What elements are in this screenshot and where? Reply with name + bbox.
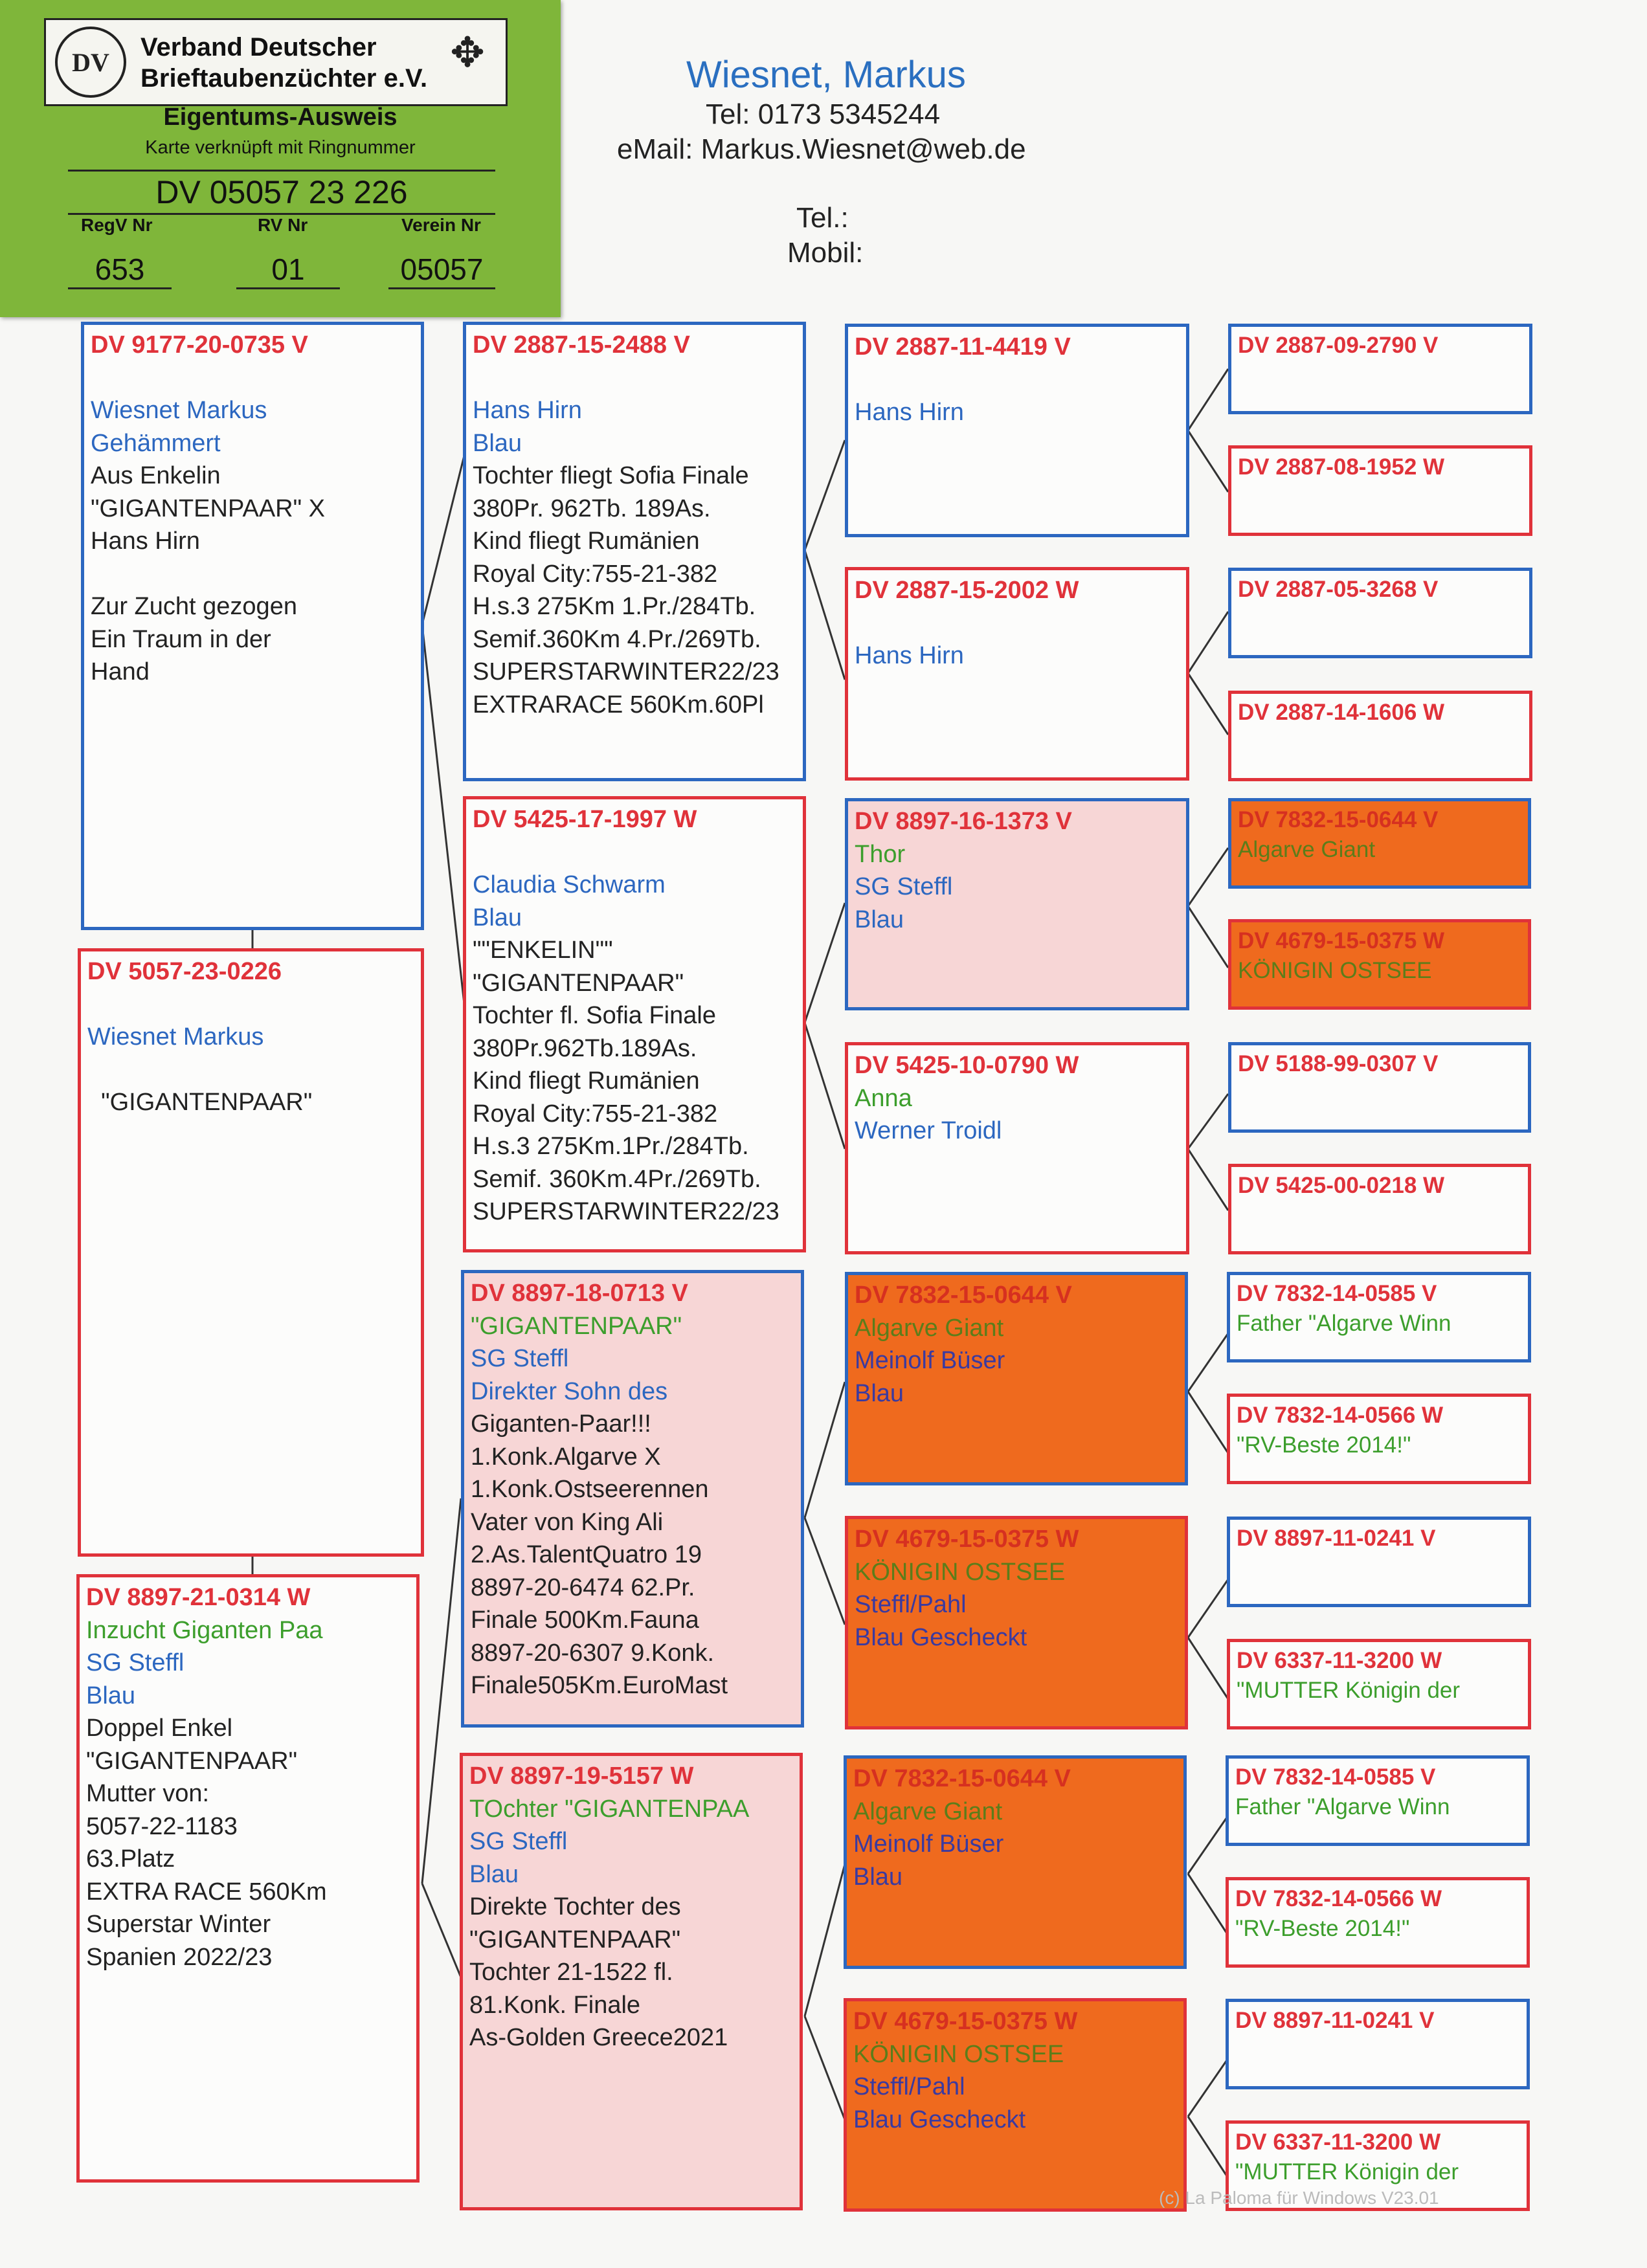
pedigree-line: 63.Platz — [86, 1845, 175, 1873]
pedigree-line: "MUTTER Königin der — [1237, 1678, 1461, 1703]
pedigree-box-gen4-8 — [1228, 1164, 1531, 1254]
ring-number: DV 6337-11-3200 W — [1235, 2129, 1441, 2155]
pedigree-box-gen4-6 — [1228, 919, 1531, 1010]
pedigree-line: 380Pr. 962Tb. 189As. — [473, 495, 711, 522]
software-footer: (c) La Paloma für Windows V23.01 — [1159, 2188, 1439, 2208]
ring-number: DV 2887-11-4419 V — [855, 333, 1071, 361]
pedigree-line: SUPERSTARWINTER22/23 — [473, 1198, 779, 1225]
tel-label: Tel.: — [796, 202, 849, 234]
pedigree-box-gen3-8 — [844, 1998, 1187, 2212]
pedigree-box-granddam-maternal — [460, 1753, 803, 2210]
pedigree-line: 5057-22-1183 — [86, 1812, 238, 1840]
ring-number: DV 8897-11-0241 V — [1237, 1526, 1436, 1551]
pedigree-box-gen4-12 — [1227, 1639, 1531, 1729]
pedigree-line: Hans Hirn — [855, 399, 964, 426]
pedigree-line: "GIGANTENPAAR" — [469, 1926, 681, 1953]
pedigree-line: Vater von King Ali — [471, 1508, 664, 1536]
pedigree-line — [473, 362, 796, 395]
pedigree-line — [87, 1054, 414, 1087]
pedigree-box-gen4-11 — [1227, 1517, 1531, 1607]
pedigree-line: Kind fliegt Rumänien — [473, 528, 700, 555]
pedigree-line: "GIGANTENPAAR" X — [91, 495, 326, 522]
pedigree-line: Ein Traum in der — [91, 625, 271, 653]
pedigree-line: Algarve Giant — [1238, 837, 1376, 862]
pedigree-line — [91, 558, 414, 591]
pedigree-box-gen4-4 — [1228, 691, 1532, 781]
pedigree-line — [87, 988, 414, 1021]
pedigree-line: Werner Troidl — [855, 1117, 1002, 1144]
pedigree-box-gen4-3 — [1228, 568, 1532, 658]
pedigree-line: KÖNIGIN OSTSEE — [853, 2040, 1064, 2068]
pedigree-line: "GIGANTENPAAR" — [86, 1747, 298, 1775]
ring-number: DV 5057-23-0226 — [87, 958, 282, 985]
pedigree-box-grandsire-paternal — [463, 322, 806, 781]
pedigree-line: Wiesnet Markus — [91, 397, 267, 424]
ring-number: DV 2887-15-2002 W — [855, 577, 1079, 604]
rv-label: RV Nr — [258, 215, 308, 235]
regv-label: RegV Nr — [81, 215, 153, 235]
ring-number: DV 8897-16-1373 V — [855, 808, 1072, 835]
card-ring-number: DV 05057 23 226 — [68, 170, 495, 215]
card-title: Eigentums-Ausweis — [163, 104, 398, 131]
pedigree-line: EXTRARACE 560Km.60Pl — [473, 691, 764, 718]
mobil-label: Mobil: — [787, 237, 864, 269]
pedigree-box-dam — [76, 1574, 420, 2183]
ring-number: DV 5425-00-0218 W — [1238, 1173, 1445, 1198]
pedigree-line: H.s.3 275Km.1Pr./284Tb. — [473, 1133, 749, 1160]
pedigree-line — [855, 607, 1180, 640]
pedigree-line: Blau — [853, 1863, 903, 1891]
pedigree-line: SG Steffl — [86, 1649, 185, 1676]
pedigree-line: Direkte Tochter des — [469, 1893, 681, 1920]
pedigree-line: Steffl/Pahl — [855, 1591, 967, 1618]
pedigree-box-gen3-6 — [845, 1516, 1188, 1729]
ring-number: DV 7832-14-0566 W — [1235, 1886, 1442, 1911]
pedigree-box-granddam-paternal — [463, 796, 806, 1252]
pedigree-line: 380Pr.962Tb.189As. — [473, 1034, 697, 1062]
pedigree-box-gen3-4 — [845, 1042, 1189, 1254]
ring-number: DV 8897-19-5157 W — [469, 1762, 694, 1790]
pedigree-box-gen4-15 — [1226, 1999, 1530, 2089]
ring-number: DV 7832-14-0585 V — [1237, 1281, 1437, 1306]
ring-number: DV 2887-09-2790 V — [1238, 333, 1439, 358]
ring-number: DV 7832-15-0644 V — [1238, 807, 1439, 832]
pedigree-line: 81.Konk. Finale — [469, 1991, 641, 2019]
ring-number: DV 4679-15-0375 W — [853, 2008, 1078, 2035]
pedigree-box-gen4-2 — [1228, 445, 1532, 536]
pedigree-line: Hans Hirn — [91, 528, 200, 555]
pedigree-line: Anna — [855, 1084, 912, 1112]
pedigree-line: "RV-Beste 2014!" — [1235, 1916, 1410, 1941]
pedigree-line: Semif. 360Km.4Pr./269Tb. — [473, 1165, 761, 1193]
pedigree-line: "MUTTER Königin der — [1235, 2159, 1459, 2185]
pedigree-line: KÖNIGIN OSTSEE — [855, 1558, 1066, 1586]
pedigree-line: Royal City:755-21-382 — [473, 560, 718, 588]
pedigree-line: 1.Konk.Algarve X — [471, 1443, 661, 1471]
pedigree-box-gen4-7 — [1228, 1042, 1531, 1133]
pedigree-line: SG Steffl — [855, 873, 953, 900]
ring-number: DV 8897-21-0314 W — [86, 1584, 311, 1611]
pedigree-box-grandsire-maternal — [461, 1270, 804, 1728]
pedigree-line: Gehämmert — [91, 429, 221, 457]
pigeon-emblem-icon: ✥ — [450, 29, 485, 76]
logo-text: DV — [72, 47, 109, 77]
pedigree-line: SG Steffl — [471, 1345, 569, 1372]
pedigree-line: TOchter "GIGANTENPAA — [469, 1795, 750, 1823]
pedigree-line: SG Steffl — [469, 1828, 568, 1855]
pedigree-line: Father "Algarve Winn — [1235, 1794, 1450, 1819]
regv-value: 653 — [68, 251, 172, 289]
ring-number: DV 5188-99-0307 V — [1238, 1051, 1439, 1076]
pedigree-line: Algarve Giant — [855, 1314, 1004, 1342]
pedigree-line: Zur Zucht gezogen — [91, 593, 297, 620]
breeder-email: eMail: Markus.Wiesnet@web.de — [617, 133, 1026, 165]
ring-number: DV 9177-20-0735 V — [91, 331, 308, 359]
pedigree-line: As-Golden Greece2021 — [469, 2024, 728, 2051]
pedigree-line: Kind fliegt Rumänien — [473, 1067, 700, 1095]
pedigree-box-sire — [78, 948, 424, 1557]
ring-number: DV 7832-14-0566 W — [1237, 1403, 1444, 1428]
ring-number: DV 2887-15-2488 V — [473, 331, 690, 359]
pedigree-line: Wiesnet Markus — [87, 1023, 264, 1051]
pedigree-box-subject — [81, 322, 424, 930]
ring-number: DV 7832-14-0585 V — [1235, 1764, 1436, 1790]
pedigree-line: Father "Algarve Winn — [1237, 1311, 1451, 1336]
pedigree-box-gen4-9 — [1227, 1272, 1531, 1362]
ring-number: DV 4679-15-0375 W — [855, 1526, 1079, 1553]
pedigree-line: Tochter 21-1522 fl. — [469, 1959, 673, 1986]
ring-number: DV 2887-08-1952 W — [1238, 454, 1445, 480]
pedigree-box-gen4-5 — [1228, 798, 1531, 889]
pedigree-box-gen3-7 — [844, 1755, 1187, 1969]
pedigree-box-gen4-14 — [1226, 1877, 1530, 1968]
pedigree-line: Aus Enkelin — [91, 462, 221, 489]
ring-number: DV 5425-10-0790 W — [855, 1052, 1079, 1079]
pedigree-line: 2.As.TalentQuatro 19 — [471, 1541, 702, 1568]
pedigree-line: Direkter Sohn des — [471, 1377, 668, 1405]
pedigree-line: Algarve Giant — [853, 1797, 1003, 1825]
pedigree-line: Hans Hirn — [855, 642, 964, 669]
pedigree-line: Tochter fl. Sofia Finale — [473, 1002, 716, 1029]
pedigree-line: Thor — [855, 840, 906, 868]
org-name-line2: Brieftaubenzüchter e.V. — [140, 64, 428, 93]
pedigree-line: 8897-20-6474 62.Pr. — [471, 1573, 695, 1601]
pedigree-line: Royal City:755-21-382 — [473, 1100, 718, 1128]
pedigree-line: Mutter von: — [86, 1780, 210, 1807]
org-name-line1: Verband Deutscher — [140, 33, 377, 61]
verein-value: 05057 — [388, 251, 495, 289]
pedigree-line: Finale505Km.EuroMast — [471, 1672, 728, 1699]
pedigree-line: Meinolf Büser — [853, 1830, 1004, 1858]
pedigree-box-gen4-13 — [1226, 1755, 1530, 1846]
pedigree-line: KÖNIGIN OSTSEE — [1238, 958, 1432, 983]
pedigree-line: "GIGANTENPAAR" — [473, 969, 684, 997]
ring-number: DV 7832-15-0644 V — [855, 1282, 1072, 1309]
pedigree-line: Blau — [86, 1682, 136, 1709]
pedigree-line — [473, 836, 796, 869]
pedigree-box-gen4-10 — [1227, 1394, 1531, 1484]
pedigree-line: 8897-20-6307 9.Konk. — [471, 1639, 715, 1667]
card-subtitle: Karte verknüpft mit Ringnummer — [145, 137, 416, 158]
pedigree-line: Steffl/Pahl — [853, 2073, 965, 2100]
pedigree-line: Blau — [855, 906, 904, 933]
pedigree-line: Doppel Enkel — [86, 1715, 233, 1742]
pedigree-line: Meinolf Büser — [855, 1347, 1005, 1374]
pedigree-line: Blau Gescheckt — [853, 2106, 1026, 2133]
pedigree-line: Claudia Schwarm — [473, 871, 666, 898]
ring-number: DV 6337-11-3200 W — [1237, 1648, 1442, 1673]
pedigree-line: Hans Hirn — [473, 397, 582, 424]
pedigree-line: Semif.360Km 4.Pr./269Tb. — [473, 625, 761, 653]
ring-number: DV 2887-05-3268 V — [1238, 577, 1439, 602]
pedigree-line: "RV-Beste 2014!" — [1237, 1432, 1411, 1458]
pedigree-line: Finale 500Km.Fauna — [471, 1606, 699, 1634]
pedigree-line: EXTRA RACE 560Km — [86, 1878, 327, 1906]
pedigree-box-gen3-1 — [845, 324, 1189, 537]
ring-number: DV 4679-15-0375 W — [1238, 928, 1445, 953]
pedigree-line: Blau — [473, 904, 522, 931]
rv-value: 01 — [236, 251, 340, 289]
pedigree-line: Blau — [855, 1379, 904, 1407]
pedigree-box-gen3-2 — [845, 567, 1189, 781]
ring-number: DV 7832-15-0644 V — [853, 1765, 1071, 1792]
pedigree-line: Spanien 2022/23 — [86, 1943, 273, 1971]
pedigree-line: Superstar Winter — [86, 1911, 271, 1938]
pedigree-line: SUPERSTARWINTER22/23 — [473, 658, 779, 685]
pedigree-line — [855, 364, 1180, 397]
breeder-name: Wiesnet, Markus — [686, 54, 966, 96]
ring-number: DV 2887-14-1606 W — [1238, 700, 1445, 725]
pedigree-line: "GIGANTENPAAR" — [471, 1312, 682, 1340]
pedigree-line — [91, 362, 414, 395]
pedigree-line: Giganten-Paar!!! — [471, 1410, 651, 1438]
pedigree-box-gen3-3 — [845, 798, 1189, 1010]
pedigree-line: Tochter fliegt Sofia Finale — [473, 462, 749, 489]
pedigree-line: "GIGANTENPAAR" — [87, 1089, 313, 1116]
breeder-tel: Tel: 0173 5345244 — [706, 98, 941, 130]
pedigree-line: 1.Konk.Ostseerennen — [471, 1476, 709, 1503]
pedigree-line: Inzucht Giganten Paa — [86, 1616, 323, 1644]
pedigree-line: Blau — [473, 429, 522, 457]
ring-number: DV 8897-11-0241 V — [1235, 2008, 1435, 2033]
pedigree-box-gen3-5 — [845, 1272, 1188, 1485]
pedigree-line: Blau — [469, 1860, 519, 1888]
verein-label: Verein Nr — [401, 215, 481, 235]
pedigree-line: Hand — [91, 658, 150, 685]
pedigree-box-gen4-1 — [1228, 324, 1532, 414]
pedigree-line: Blau Gescheckt — [855, 1623, 1027, 1651]
pedigree-line: ""ENKELIN"" — [473, 937, 613, 964]
ring-number: DV 5425-17-1997 W — [473, 806, 697, 833]
ring-number: DV 8897-18-0713 V — [471, 1280, 688, 1307]
pedigree-line: H.s.3 275Km 1.Pr./284Tb. — [473, 593, 756, 620]
